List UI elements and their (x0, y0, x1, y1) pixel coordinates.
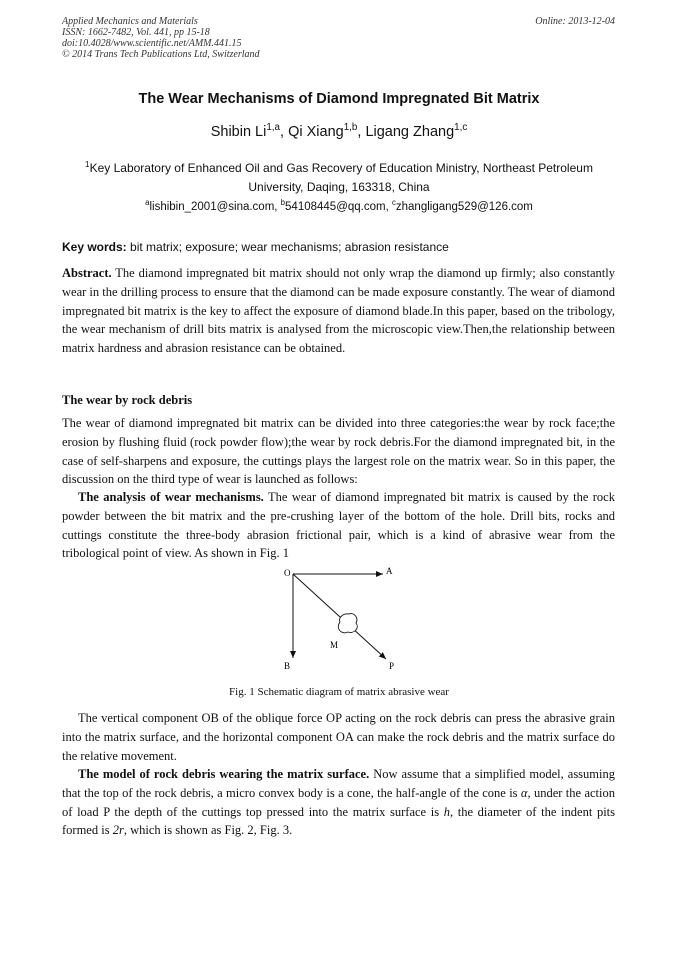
figure-caption: Fig. 1 Schematic diagram of matrix abrasive wear (229, 686, 449, 698)
body-paragraph: The vertical component OB of the oblique force OP acting on the rock debris can press the abrasive grain into the matrix surface, and the horizontal component OA can make the rock debris and the matrix surface do the relative movement. (62, 711, 615, 763)
email-mark: b (280, 198, 286, 208)
affiliation-mark: 1 (85, 160, 90, 169)
paragraph-text: , under the action of load P the depth of the cuttings top pressed into the matrix surface is (62, 785, 615, 819)
author-affil-mark: 1,b (343, 122, 358, 134)
author-affil-mark: 1,c (454, 122, 468, 134)
author-name: Ligang Zhang (365, 124, 455, 140)
section-heading: The wear by rock debris (62, 393, 193, 407)
email-mark: c (391, 198, 396, 208)
email-address[interactable]: lishibin_2001@sina.com (149, 201, 275, 213)
keywords (62, 240, 449, 254)
run-in-heading: The analysis of wear mechanisms. (78, 490, 264, 504)
math-h: h (443, 804, 450, 819)
affiliation (70, 159, 608, 197)
label-a: A (386, 566, 393, 576)
label-m: M (330, 640, 339, 650)
body-paragraph (62, 488, 615, 563)
doi: doi:10.4028/www.scientific.net/AMM.441.15 (62, 38, 242, 49)
math-2r: 2r (112, 823, 124, 838)
author-name: Qi Xiang (288, 124, 344, 140)
abstract-label: Abstract. (62, 266, 112, 280)
paragraph-text: The wear of diamond impregnated bit matrix is caused by the rock powder between the bit matrix and the pre-crushing layer of the bottom of the hole. Drill bits, rocks and cuttings constitute the three-body abrasion frictional pair, which is a kind of abrasive wear from the tribological point of view. As shown in Fig. 1 (62, 490, 615, 561)
label-b: B (284, 661, 291, 671)
issn: ISSN: 1662-7482, Vol. 441, pp 15-18 (62, 27, 210, 38)
email-mark: a (145, 198, 150, 208)
copyright: © 2014 Trans Tech Publications Ltd, Switzerland (62, 49, 260, 60)
email-list: $^a$lishibin_2001@sina.com, $^b$54108445@qq.com, $^c$zhangligang529@126.com (145, 198, 533, 213)
keywords-text: bit matrix; exposure; wear mechanisms; abrasion resistance (130, 240, 449, 254)
author-list: Shibin Li$^{1,a}$, Qi Xiang$^{1,b}$, Ligang Zhang$^{1,c}$ (210, 122, 468, 140)
abstract-text: The diamond impregnated bit matrix should not only wrap the diamond up firmly; also constantly wear in the drilling process to ensure that the diamond can be made exposure constantly. The wear of diamond impregnated bit matrix is the key to affect the exposure of diamond blade.In this paper, based on the tribology, the wear mechanism of drill bits matrix is analysed from the microscopic view.Then,the relationship between matrix hardness and abrasion resistance can be obtained. (62, 266, 616, 356)
journal-header (62, 16, 260, 60)
body-paragraph: The wear of diamond impregnated bit matrix can be divided into three categories:the wear by rock face;the erosion by flushing fluid (rock powder flow);the wear by rock debris.For the diamond impregnated bit, in the case of self-sharpens and exposure, the cuttings plays the largest role on the matrix wear. So in this paper, the discussion on the third type of wear is launched as follows: (62, 416, 615, 487)
email-address[interactable]: zhangligang529@126.com (395, 201, 533, 213)
email-address[interactable]: 54108445@qq.com (285, 201, 386, 213)
rock-debris-shape (338, 614, 357, 633)
paragraph-text: , the diameter of the indent pits formed is (62, 804, 616, 838)
force-op-arrow (293, 574, 386, 659)
author-name: Shibin Li (210, 124, 267, 140)
author-affil-mark: 1,a (266, 122, 281, 134)
affiliation-text: Key Laboratory of Enhanced Oil and Gas Recovery of Education Ministry, Northeast Petroleum University, Daqing, 163318, China (89, 161, 593, 194)
journal-name: Applied Mechanics and Materials (62, 16, 198, 27)
math-alpha: α (520, 785, 528, 800)
run-in-heading: The model of rock debris wearing the matrix surface. (78, 767, 370, 781)
keywords-label: Key words: (62, 240, 127, 254)
label-p: P (389, 661, 395, 671)
body-paragraph (62, 765, 615, 840)
abstract (62, 264, 615, 358)
paragraph-text: , which is shown as Fig. 2, Fig. 3. (123, 823, 293, 838)
paragraph-text: Now assume that a simplified model, assuming that the top of the rock debris, a micro convex body is a cone, the half-angle of the cone is (62, 767, 615, 800)
paper-title: The Wear Mechanisms of Diamond Impregnated Bit Matrix (138, 91, 540, 107)
online-date: Online: 2013-12-04 (535, 16, 615, 27)
figure-abrasive-wear (270, 562, 420, 674)
label-o: O (284, 568, 291, 578)
